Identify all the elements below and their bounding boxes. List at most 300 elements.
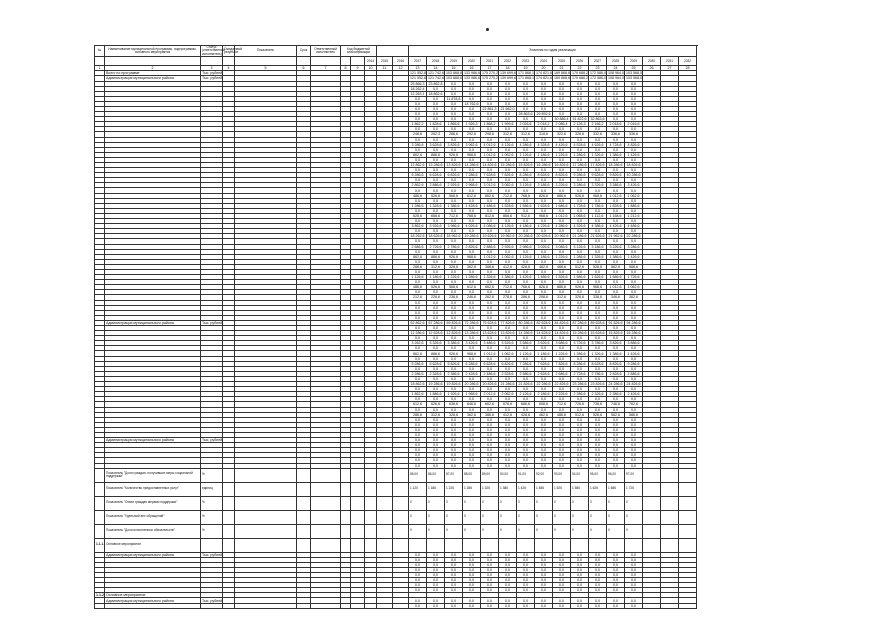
table-cell: 868,6	[499, 213, 517, 218]
table-cell: 562,6	[607, 412, 625, 417]
table-cell: 0,0	[607, 117, 625, 122]
table-cell: Администрация муниципального района	[105, 76, 201, 81]
table-cell: 0,0	[517, 147, 535, 152]
table-cell: 0,0	[571, 427, 589, 432]
table-cell: 0,0	[517, 280, 535, 285]
table-cell	[643, 496, 661, 510]
table-cell: 1 186,6	[535, 351, 553, 356]
table-cell: Показатель "Доля исполненных обязательств"	[105, 524, 201, 538]
table-cell: 0,0	[607, 101, 625, 106]
table-cell: 0,0	[553, 269, 571, 274]
table-cell: 298,6	[535, 295, 553, 300]
table-cell: 0,0	[571, 588, 589, 593]
table-cell	[235, 496, 297, 510]
table-cell: 0,0	[535, 86, 553, 91]
table-cell: 0,0	[589, 346, 607, 351]
table-cell: 0,0	[427, 117, 445, 122]
table-cell: 0,0	[409, 557, 427, 562]
table-cell: 0,0	[463, 366, 481, 371]
table-cell: 0	[571, 524, 589, 538]
table-cell: 312,6	[499, 132, 517, 137]
table-cell: 0,0	[481, 310, 499, 315]
table-cell: 0,0	[517, 310, 535, 315]
table-cell: 768,6	[517, 285, 535, 290]
table-cell: 0,0	[625, 336, 643, 341]
table-cell	[95, 468, 105, 482]
year-header: 2027	[589, 57, 607, 66]
table-cell: 97,00	[625, 468, 643, 482]
table-cell: 0,0	[571, 219, 589, 224]
table-cell: 0,0	[499, 458, 517, 463]
table-cell	[351, 510, 365, 524]
table-cell: 0,0	[445, 157, 463, 162]
column-number: 20	[535, 66, 553, 71]
table-cell: 1 886,6	[427, 392, 445, 397]
table-cell	[95, 482, 105, 496]
table-cell: 0,0	[445, 305, 463, 310]
table-cell: 0,0	[445, 106, 463, 111]
table-cell: 15 826,6	[518, 163, 533, 168]
table-cell: 0,0	[553, 588, 571, 593]
table-cell: 0,0	[535, 588, 553, 593]
table-cell: 0,0	[409, 588, 427, 593]
table-cell: 4 326,6	[571, 224, 589, 229]
table-cell: 0,0	[535, 583, 553, 588]
table-cell: 3 426,6	[625, 183, 643, 188]
table-header	[95, 46, 697, 71]
table-cell: 6 826,6	[445, 173, 463, 178]
table-cell: 968,6	[463, 152, 481, 157]
table-cell: 386,6	[481, 264, 499, 269]
table-cell: 0,0	[463, 96, 481, 101]
table-cell: 712,6	[553, 402, 571, 407]
table-cell: 0,0	[571, 188, 589, 193]
table-cell: 95,00	[589, 468, 607, 482]
table-cell: 0,0	[535, 443, 553, 448]
table-cell: 0,0	[589, 208, 607, 213]
table-cell: 0,0	[571, 432, 589, 437]
table-cell: 4 286,6	[517, 142, 535, 147]
table-cell: 2 326,6	[589, 392, 607, 397]
table-cell: 29 892,6	[536, 112, 551, 117]
table-cell: 0,0	[553, 583, 571, 588]
table-cell: 0,0	[445, 573, 463, 578]
header-cell	[297, 57, 311, 66]
table-cell: 0,0	[571, 157, 589, 162]
table-cell: 0,0	[553, 458, 571, 463]
table-cell: 0,0	[481, 588, 499, 593]
table-cell: 0,0	[607, 573, 625, 578]
table-cell: 0,0	[481, 101, 499, 106]
table-cell: Показатель "Доля граждан, получивших меры социальной поддержки"	[105, 468, 201, 482]
table-cell: 17 826,6	[590, 163, 605, 168]
table-cell: 0,0	[427, 573, 445, 578]
table-cell: 0,0	[445, 598, 463, 603]
table-cell: 0,0	[427, 229, 445, 234]
table-cell: 0,0	[535, 573, 553, 578]
table-cell: 0,0	[409, 305, 427, 310]
table-cell	[535, 538, 553, 552]
table-cell	[297, 538, 311, 552]
table-cell: 0	[481, 524, 499, 538]
table-cell	[661, 496, 679, 510]
table-cell: 0,0	[571, 397, 589, 402]
table-cell: 462,6	[535, 412, 553, 417]
table-cell: 0,0	[463, 315, 481, 320]
table-cell: 0,0	[445, 198, 463, 203]
table-cell: 91,00	[517, 468, 535, 482]
table-cell: 0,0	[553, 229, 571, 234]
table-cell: 486,6	[553, 412, 571, 417]
table-cell: 1 786,6	[589, 203, 607, 208]
table-cell: 0,0	[535, 366, 553, 371]
table-cell: 0,0	[499, 438, 517, 443]
table-cell: 0,0	[517, 387, 535, 392]
table-cell: 121 742,6	[428, 71, 444, 76]
table-cell: 0,0	[409, 448, 427, 453]
table-cell: 8 628,6	[535, 173, 553, 178]
table-cell: 2 926,6	[499, 244, 517, 249]
table-cell: 926,6	[571, 193, 589, 198]
table-cell: 0,0	[571, 326, 589, 331]
table-cell: 0,0	[499, 387, 517, 392]
table-cell: 0,0	[481, 397, 499, 402]
table-cell: 0,0	[571, 280, 589, 285]
table-cell	[377, 482, 393, 496]
table-cell: 1 386,6	[607, 152, 625, 157]
table-cell: 169 868,6	[554, 71, 570, 76]
table-cell: 0,0	[589, 583, 607, 588]
table-cell: 0,0	[499, 157, 517, 162]
table-cell: 0,0	[517, 259, 535, 264]
table-cell: 0,0	[607, 583, 625, 588]
table-cell: 0,0	[517, 562, 535, 567]
table-cell: 0,0	[607, 198, 625, 203]
table-cell: 0,0	[481, 448, 499, 453]
table-cell: 0,0	[625, 315, 643, 320]
table-cell	[661, 538, 679, 552]
table-cell: 0,0	[409, 453, 427, 458]
table-cell: 0,0	[589, 310, 607, 315]
table-cell: 328,6	[571, 132, 589, 137]
table-cell: 0,0	[517, 397, 535, 402]
table-cell: 0,0	[481, 315, 499, 320]
table-cell: 768,6	[517, 193, 535, 198]
table-cell: 0,0	[445, 147, 463, 152]
table-cell: 0,0	[481, 463, 499, 468]
table-cell: 6 286,6	[409, 173, 427, 178]
table-cell: 0,0	[607, 168, 625, 173]
table-cell	[377, 538, 393, 552]
table-cell: 0,0	[553, 346, 571, 351]
table-cell: 0,0	[589, 567, 607, 572]
table-cell: 8 826,6	[607, 361, 625, 366]
table-cell: 0,0	[589, 81, 607, 86]
table-cell: 0,0	[463, 422, 481, 427]
table-cell: 0,0	[427, 137, 445, 142]
table-cell: 312,6	[427, 412, 445, 417]
table-cell	[201, 538, 223, 552]
table-cell: 21 826,6	[518, 382, 533, 387]
table-cell: 0,0	[463, 198, 481, 203]
table-cell: 1 828,6	[427, 122, 445, 127]
years-row	[95, 57, 697, 66]
table-cell: Администрация муниципального района	[105, 438, 201, 443]
column-number: 18	[499, 66, 517, 71]
table-cell: 0,0	[553, 578, 571, 583]
table-cell: 1 862,6	[409, 392, 427, 397]
table-cell: 0,0	[589, 249, 607, 254]
table-cell	[393, 482, 409, 496]
table-cell: 0,0	[481, 147, 499, 152]
table-cell: 262,6	[481, 295, 499, 300]
table-cell: 0,0	[607, 387, 625, 392]
table-cell: 886,6	[427, 351, 445, 356]
table-cell: 0	[427, 510, 445, 524]
table-cell: 0,0	[427, 305, 445, 310]
table-cell: 3 126,6	[517, 183, 535, 188]
column-number: 11	[377, 66, 393, 71]
table-cell: 3 186,6	[589, 244, 607, 249]
table-cell: единиц	[201, 482, 223, 496]
table-cell: 0,0	[409, 249, 427, 254]
table-cell: 0,0	[625, 407, 643, 412]
table-cell: 0,0	[481, 427, 499, 432]
table-cell: 0	[499, 524, 517, 538]
year-header: 2031	[661, 57, 679, 66]
table-cell	[365, 468, 377, 482]
table-row	[95, 524, 697, 538]
table-cell: 174 821,6	[536, 76, 552, 81]
table-cell: 312,6	[553, 295, 571, 300]
table-cell: 103 868,6	[446, 71, 462, 76]
table-cell: 0,0	[607, 336, 625, 341]
table-row	[95, 510, 697, 524]
table-cell	[311, 496, 341, 510]
table-cell: Администрация муниципального района	[105, 320, 201, 325]
header-cell: Показатель	[235, 46, 297, 57]
table-cell: 2 026,6	[517, 122, 535, 127]
header-cell	[377, 46, 409, 57]
table-cell: 0,0	[553, 86, 571, 91]
table-cell	[643, 538, 661, 552]
table-cell: 87,00	[445, 468, 463, 482]
table-cell: 0,0	[463, 280, 481, 285]
table-cell	[311, 482, 341, 496]
table-cell: 0,0	[463, 112, 481, 117]
table-cell: 0,0	[607, 188, 625, 193]
table-cell: 0,0	[427, 101, 445, 106]
table-cell: %	[201, 468, 223, 482]
table-cell: 174 821,6	[536, 71, 552, 76]
table-cell: 1 186,6	[427, 275, 445, 280]
table-cell: 0,0	[571, 356, 589, 361]
table-cell: 0,0	[427, 422, 445, 427]
table-cell: 0,0	[463, 157, 481, 162]
table-cell: 1 062,6	[499, 152, 517, 157]
table-cell: 0,0	[481, 127, 499, 132]
table-cell: 24 826,6	[626, 382, 641, 387]
table-cell: 0,0	[499, 117, 517, 122]
table-cell: 0,0	[427, 557, 445, 562]
table-cell: 0,0	[427, 96, 445, 101]
table-cell: 0,0	[463, 127, 481, 132]
table-cell: 486,6	[409, 285, 427, 290]
table-cell: 20 962,6	[554, 234, 569, 239]
table-cell: 88,00	[463, 468, 481, 482]
table-cell: 0,0	[499, 552, 517, 557]
table-cell: 89,00	[481, 468, 499, 482]
table-cell: 0,0	[517, 448, 535, 453]
table-cell: 0,0	[427, 239, 445, 244]
table-cell: 0,0	[499, 96, 517, 101]
table-cell	[377, 468, 393, 482]
table-cell: 3 386,6	[445, 341, 463, 346]
table-cell: 0,0	[607, 86, 625, 91]
table-cell	[589, 538, 607, 552]
table-cell	[679, 482, 697, 496]
year-header: 2023	[517, 57, 535, 66]
table-cell	[297, 603, 311, 608]
table-cell: 0,0	[535, 269, 553, 274]
table-cell	[365, 482, 377, 496]
table-cell: 0,0	[445, 269, 463, 274]
table-cell	[297, 468, 311, 482]
table-cell: 0,0	[445, 557, 463, 562]
table-cell: 0,0	[607, 366, 625, 371]
table-cell: 0,0	[625, 562, 643, 567]
table-cell: 72 286,6	[464, 320, 479, 325]
table-cell: 1 828,6	[607, 203, 625, 208]
table-cell: 3 962,6	[463, 142, 481, 147]
table-cell: 103 568,0	[626, 76, 642, 81]
table-cell	[377, 524, 393, 538]
table-cell: 0,0	[625, 346, 643, 351]
table-cell: 0,0	[409, 208, 427, 213]
table-cell: 0,0	[517, 178, 535, 183]
table-cell: 0,0	[481, 453, 499, 458]
table-cell: 18 626,6	[428, 234, 443, 239]
table-cell: 486,6	[409, 193, 427, 198]
table-cell: 0,0	[625, 229, 643, 234]
table-cell: 0,0	[445, 249, 463, 254]
table-cell: 0,0	[625, 157, 643, 162]
table-cell: 12 826,6	[446, 331, 461, 336]
table-cell	[223, 496, 235, 510]
table-cell: 0,0	[571, 310, 589, 315]
table-cell	[351, 538, 365, 552]
table-cell: 0,0	[499, 101, 517, 106]
table-cell: 18 286,6	[608, 163, 623, 168]
table-cell: 2 166,2	[589, 122, 607, 127]
table-cell: 1 862,2	[409, 122, 427, 127]
year-header: 2017	[409, 57, 427, 66]
table-cell: 121 742,6	[428, 76, 444, 81]
table-cell: 0,0	[427, 249, 445, 254]
table-cell: 0,0	[625, 463, 643, 468]
table-cell: 0,0	[607, 219, 625, 224]
table-cell: 0,0	[463, 356, 481, 361]
table-cell: 0,0	[589, 178, 607, 183]
table-cell: 0,0	[481, 198, 499, 203]
table-cell: 0,0	[535, 562, 553, 567]
table-cell: 0,0	[589, 438, 607, 443]
table-cell: 0,0	[553, 315, 571, 320]
table-cell: 0,0	[445, 127, 463, 132]
table-cell: 0,0	[445, 438, 463, 443]
table-cell: 2 016,6	[625, 122, 643, 127]
table-cell: 0,0	[445, 578, 463, 583]
table-cell: 968,6	[535, 213, 553, 218]
table-cell: 3 286,6	[571, 183, 589, 188]
table-cell: 0,0	[517, 86, 535, 91]
table-cell: 0,0	[445, 219, 463, 224]
table-cell: 412,6	[499, 264, 517, 269]
table-cell: 0,0	[571, 91, 589, 96]
table-cell: 0,0	[571, 458, 589, 463]
table-cell: 0,0	[409, 397, 427, 402]
table-cell: 0,0	[571, 438, 589, 443]
table-cell: 0,0	[535, 552, 553, 557]
table-cell: 612,6	[463, 193, 481, 198]
table-cell: 0,0	[625, 366, 643, 371]
table-cell: 0,0	[463, 562, 481, 567]
table-cell: 0,0	[427, 290, 445, 295]
table-cell: 0,0	[517, 432, 535, 437]
table-cell: 0,0	[535, 101, 553, 106]
table-cell: 0,0	[625, 326, 643, 331]
table-cell: 1 186,6	[535, 254, 553, 259]
table-cell: 0,0	[553, 443, 571, 448]
table-cell: 2 428,6	[463, 371, 481, 376]
table-cell: 0,0	[607, 326, 625, 331]
table-cell: 0,0	[463, 552, 481, 557]
table-cell: 0,0	[589, 269, 607, 274]
table-cell: 0,0	[625, 310, 643, 315]
table-cell: 746,6	[607, 402, 625, 407]
table-cell: 0,0	[499, 239, 517, 244]
column-number: 3	[201, 66, 223, 71]
table-cell: 0,0	[409, 219, 427, 224]
table-cell: 0,0	[427, 112, 445, 117]
table-cell: 0,0	[499, 567, 517, 572]
table-cell: 0,0	[463, 453, 481, 458]
table-cell: 0,0	[499, 249, 517, 254]
table-cell: 1 226	[445, 482, 463, 496]
table-cell: 226,6	[427, 295, 445, 300]
table-cell: 0,0	[589, 157, 607, 162]
table-cell: 3 826,6	[445, 142, 463, 147]
table-cell: 0,0	[517, 583, 535, 588]
column-number: 10	[365, 66, 377, 71]
table-cell: 0,0	[445, 81, 463, 86]
table-cell: 0,0	[589, 453, 607, 458]
table-cell: 93,00	[553, 468, 571, 482]
header-cell: Ожидаемый результат	[223, 46, 235, 57]
table-cell: 1 120	[409, 482, 427, 496]
table-cell: 0,0	[409, 603, 427, 608]
table-cell: 0,0	[553, 562, 571, 567]
table-cell: 1 326,6	[481, 275, 499, 280]
table-cell: 0,0	[427, 259, 445, 264]
table-cell: 0	[463, 510, 481, 524]
table-cell: 0,0	[553, 397, 571, 402]
table-cell: 0,0	[445, 417, 463, 422]
table-cell: Тыс. рублей	[202, 320, 223, 325]
table-cell: 0,0	[463, 300, 481, 305]
table-cell: 139 699,6	[500, 71, 516, 76]
table-cell: 0	[553, 496, 571, 510]
